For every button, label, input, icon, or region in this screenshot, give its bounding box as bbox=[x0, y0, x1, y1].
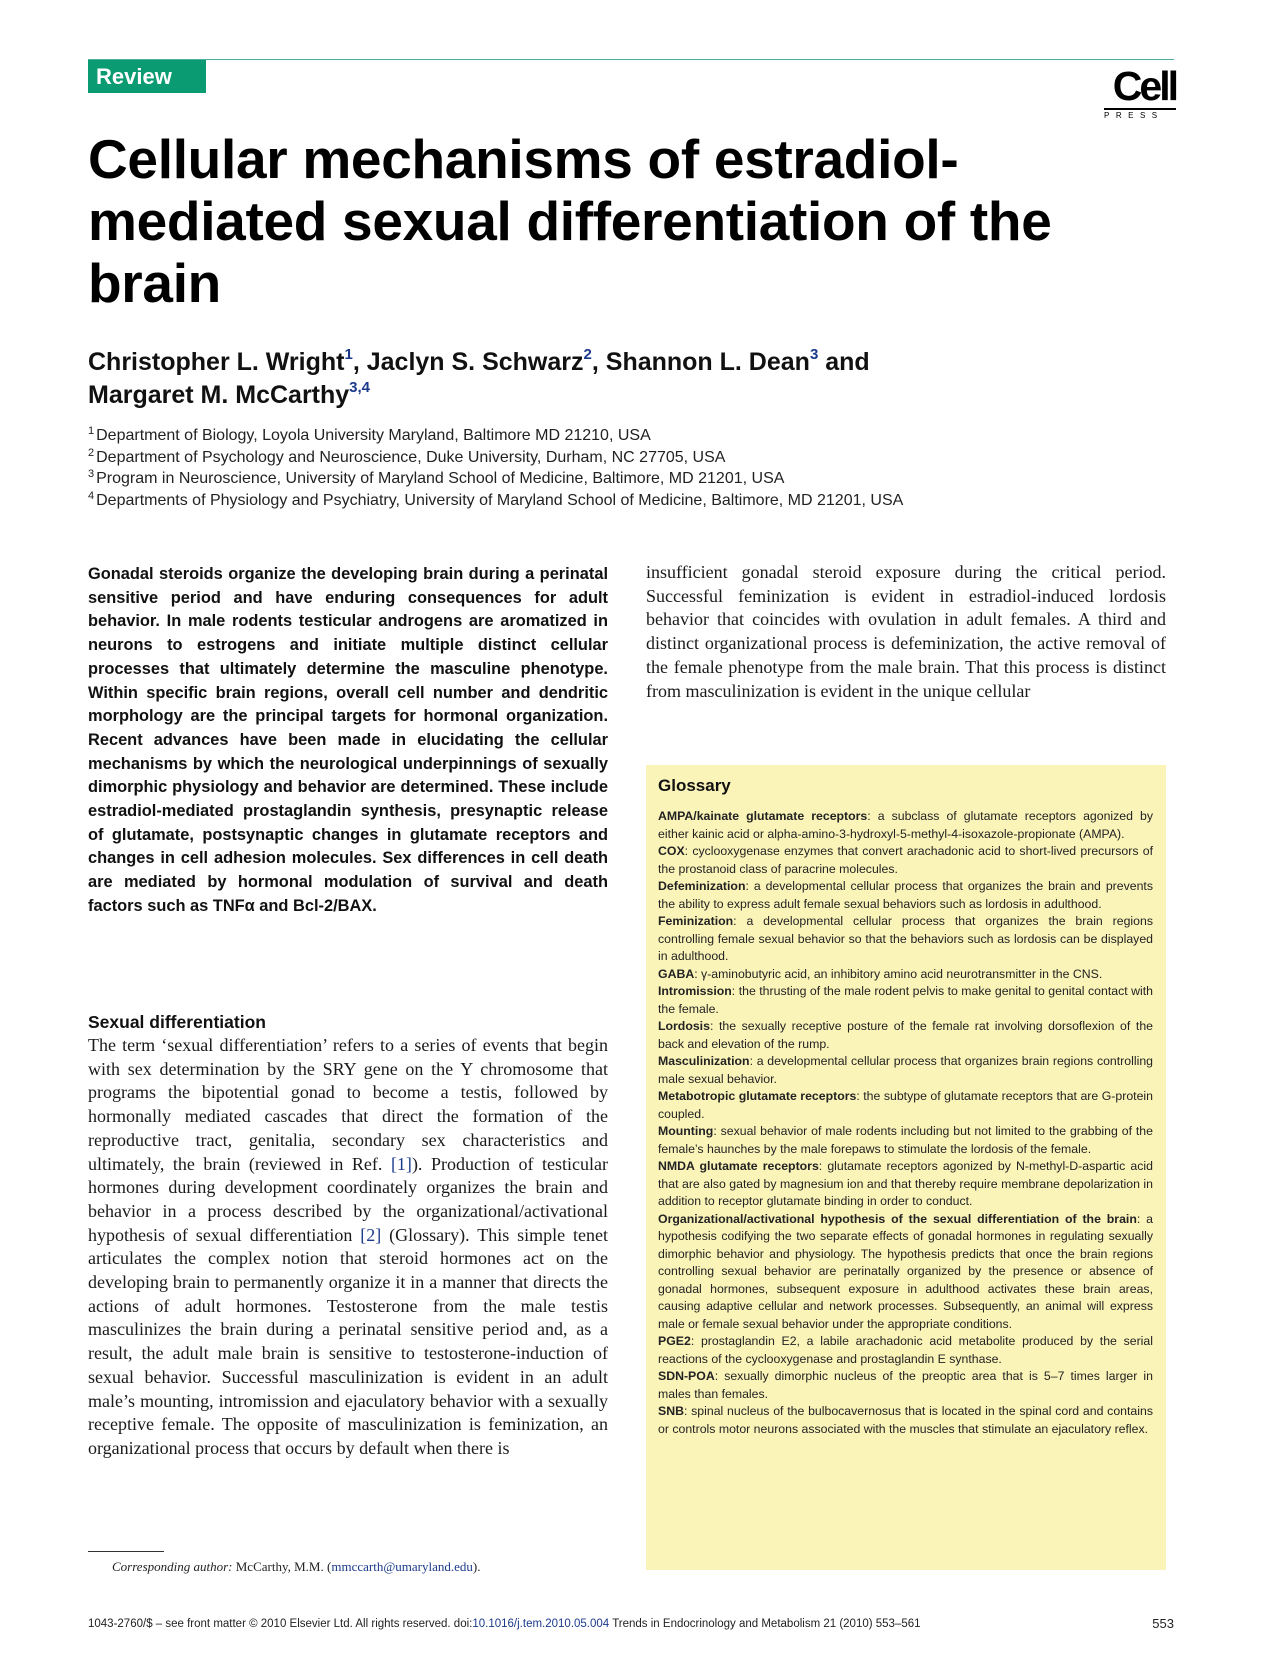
glossary-term: GABA bbox=[658, 966, 695, 981]
glossary-definition: : a developmental cellular process that organizes the brain regions controlling female sexual behavior so that the behaviors such as lordosis can be displayed in adulthood. bbox=[658, 914, 1153, 963]
author-affil-ref[interactable]: 1 bbox=[344, 346, 353, 363]
glossary-term: SNB bbox=[658, 1404, 684, 1418]
affiliation: $^1$ Department of Biology, Loyola University Maryland, Baltimore MD 21210, USA bbox=[88, 425, 651, 444]
glossary-definition: : the thrusting of the male rodent pelvis to make genital to genital contact with the female. bbox=[658, 984, 1153, 1016]
affiliations bbox=[88, 425, 1188, 511]
author-affil-ref[interactable]: 3 bbox=[809, 346, 819, 363]
glossary-definition: : a developmental cellular process that organizes brain regions controlling male sexual behavior. bbox=[658, 1054, 1153, 1086]
author-list bbox=[88, 346, 1088, 412]
glossary-list bbox=[658, 808, 1153, 1438]
section-tag: Review bbox=[88, 60, 206, 93]
page-number: 553 bbox=[1152, 1616, 1174, 1631]
author-name: Shannon L. Dean bbox=[605, 348, 810, 376]
logo-sub: PRESS bbox=[1104, 108, 1176, 121]
glossary-item bbox=[658, 1018, 1153, 1053]
glossary-term: PGE2 bbox=[658, 1334, 691, 1348]
citation-link[interactable]: [1] bbox=[390, 1153, 412, 1174]
affiliation: $^2$ Department of Psychology and Neuroscience, Duke University, Durham, NC 27705, USA bbox=[88, 446, 726, 466]
glossary-item bbox=[658, 983, 1153, 1018]
glossary-definition: : the sexually receptive posture of the female rat involving dorsoflexion of the back and elevation of the rump. bbox=[658, 1019, 1153, 1051]
doi-link[interactable]: 10.1016/j.tem.2010.05.004 bbox=[472, 1618, 610, 1630]
glossary-definition: : the subtype of glutamate receptors that are G-protein coupled. bbox=[658, 1089, 1153, 1121]
cell-press-logo bbox=[1104, 63, 1176, 120]
glossary-term: Masculinization bbox=[658, 1054, 750, 1068]
glossary-term: Mounting bbox=[658, 1124, 714, 1138]
body-text-right: insufficient gonadal steroid exposure during the critical period. Successful feminization is evident in estradiol-induced lordosis behavior that coincides with ovulation in adult females. A third and distinct organizational process is defeminization, the active removal of the female phenotype from the male brain. That this process is distinct from masculinization is evident in the unique cellular bbox=[646, 562, 1166, 701]
citation-link[interactable]: [2] bbox=[360, 1224, 382, 1245]
glossary-title: Glossary bbox=[658, 776, 731, 795]
body-text-left: The term ‘sexual differentiation’ refers to a series of events that begin with sex determination by the SRY gene on the Y chromosome that programs the bipotential gonad to become a testis, followed by hormonally mediated cascades that direct the formation of the reproductive tract, genitalia, secondary sex characteristics and ultimately, the brain (reviewed in Ref. [1]). Production of testicular hormones during development coordinately organizes the brain and behavior in a process described by the organizational/activational hypothesis of sexual differentiation [2] (Glossary). This simple tenet articulates the complex notion that steroid hormones act on the developing brain to permanently organize it in a manner that directs the actions of adult hormones. Testosterone from the male testis masculinizes the brain during a perinatal sensitive period and, as a result, the adult male brain is sensitive to testosterone-induction of sexual behavior. Successful masculinization is evident in an adult male’s mounting, intromission and ejaculatory behavior with a sexually receptive female. The opposite of masculinization is feminization, an organizational process that occurs by default when there is bbox=[88, 1035, 608, 1458]
abstract: Gonadal steroids organize the developing brain during a perinatal sensitive period and have enduring consequences for adult behavior. In male rodents testicular androgens are aromatized in neurons to estrogens and initiate multiple distinct cellular processes that ultimately determine the masculine phenotype. Within specific brain regions, overall cell number and dendritic morphology are the principal targets for hormonal organization. Recent advances have been made in elucidating the cellular mechanisms by which the neurological underpinnings of sexually dimorphic physiology and behavior are determined. These include estradiol-mediated prostaglandin synthesis, presynaptic release of glutamate, postsynaptic changes in glutamate receptors and changes in cell adhesion molecules. Sex differences in cell death are mediated by hormonal modulation of survival and death factors such as TNFα and Bcl-2/BAX. bbox=[88, 565, 608, 915]
footnote-rule bbox=[88, 1551, 164, 1552]
glossary-definition: : a hypothesis codifying the two separate effects of gonadal hormones in regulating sexually dimorphic behavior and physiology. The hypothesis predicts that once the brain regions controlling sexual behavior are perinatally organized by the presence or absence of gonadal hormones, subsequent exposure in adulthood activates these brain areas, causing adaptive cellular and network processes. Subsequently, an animal will express male or female sexual behavior under the appropriate conditions. bbox=[658, 1211, 1153, 1331]
glossary-definition: : a subclass of glutamate receptors agonized by either kainic acid or alpha-amino-3-hydroxyl-5-methyl-4-isoxazole-propionate (AMPA). bbox=[658, 809, 1154, 841]
author-name: Margaret M. McCarthy bbox=[88, 381, 350, 409]
glossary-item bbox=[658, 1211, 1153, 1334]
glossary-item bbox=[658, 1158, 1153, 1211]
footer-citation: 1043-2760/$ – see front matter © 2010 Elsevier Ltd. All rights reserved. doi:10.1016/j.tem.2010.05.004 Trends in Endocrinology and Metabolism 21 (2010) 553–561 bbox=[88, 1618, 921, 1630]
email-link[interactable]: mmccarth@umaryland.edu bbox=[331, 1559, 473, 1574]
author-name: Christopher L. Wright bbox=[88, 348, 345, 376]
glossary-box bbox=[646, 765, 1166, 1570]
section-heading: Sexual differentiation bbox=[88, 1012, 266, 1032]
glossary-definition: : sexually dimorphic nucleus of the preoptic area that is 5–7 times larger in males than females. bbox=[658, 1369, 1153, 1401]
glossary-definition: : prostaglandin E2, a labile arachadonic acid metabolite produced by the serial reactions of the cyclooxygenase and prostaglandin E synthase. bbox=[658, 1334, 1153, 1366]
glossary-definition: : glutamate receptors agonized by N-methyl-D-aspartic acid that are also gated by magnesium ion and that thereby require membrane depolarization in addition to receptor glutamate binding in order to conduct. bbox=[658, 1159, 1153, 1208]
author-separator: , bbox=[352, 348, 367, 376]
glossary-item bbox=[658, 878, 1153, 913]
glossary-term: Intromission bbox=[658, 984, 732, 998]
header-rule bbox=[88, 59, 1174, 60]
corresponding-author: Corresponding author: McCarthy, M.M. (mmccarth@umaryland.edu). bbox=[112, 1559, 481, 1574]
glossary-term: Feminization bbox=[658, 914, 734, 928]
glossary-item bbox=[658, 1333, 1153, 1368]
glossary-term: Defeminization bbox=[658, 879, 746, 893]
logo-word: Cell bbox=[1112, 63, 1176, 109]
glossary-definition: : a developmental cellular process that organizes the brain and prevents the ability to express adult female sexual behaviors such as lordosis in adulthood. bbox=[658, 879, 1153, 911]
glossary-item bbox=[658, 808, 1153, 843]
glossary-definition: : γ-aminobutyric acid, an inhibitory amino acid neurotransmitter in the CNS. bbox=[694, 966, 1103, 981]
glossary-item bbox=[658, 966, 1153, 984]
glossary-term: SDN-POA bbox=[658, 1369, 715, 1383]
glossary-item bbox=[658, 913, 1153, 966]
glossary-definition: : cyclooxygenase enzymes that convert arachadonic acid to short-lived precursors of the prostanoid class of paracrine molecules. bbox=[658, 844, 1153, 876]
affiliation: $^3$ Program in Neuroscience, University of Maryland School of Medicine, Baltimore, MD 21201, USA bbox=[88, 468, 785, 487]
glossary-term: Organizational/activational hypothesis of the sexual differentiation of the brain bbox=[658, 1211, 1137, 1226]
article-title: Cellular mechanisms of estradiol-mediated sexual differentiation of the brain bbox=[88, 128, 1052, 314]
glossary-term: NMDA glutamate receptors bbox=[658, 1159, 819, 1173]
glossary-item bbox=[658, 1403, 1153, 1438]
author-affil-ref[interactable]: 2 bbox=[583, 346, 592, 363]
glossary-item bbox=[658, 1088, 1153, 1123]
glossary-definition: : spinal nucleus of the bulbocavernosus that is located in the spinal cord and contains or controls motor neurons associated with the muscles that stimulate an ejaculatory reflex. bbox=[658, 1404, 1153, 1436]
glossary-term: COX bbox=[658, 844, 685, 858]
glossary-term: Metabotropic glutamate receptors bbox=[658, 1089, 857, 1103]
author-name: Jaclyn S. Schwarz bbox=[366, 348, 584, 376]
glossary-term: AMPA/kainate glutamate receptors bbox=[658, 809, 868, 823]
author-separator: and bbox=[818, 348, 870, 376]
glossary-term: Lordosis bbox=[658, 1019, 710, 1033]
author-affil-ref[interactable]: 3,4 bbox=[349, 379, 371, 396]
glossary-definition: : sexual behavior of male rodents including but not limited to the grabbing of the female’s haunches by the male forepaws to stimulate the lordosis of the female. bbox=[658, 1124, 1153, 1156]
glossary-item bbox=[658, 1368, 1153, 1403]
affiliation: $^4$ Departments of Physiology and Psychiatry, University of Maryland School of Medicine, Baltimore, MD 21201, USA bbox=[88, 489, 904, 509]
glossary-item bbox=[658, 843, 1153, 878]
glossary-item bbox=[658, 1053, 1153, 1088]
author-separator: , bbox=[591, 348, 606, 376]
glossary-item bbox=[658, 1123, 1153, 1158]
